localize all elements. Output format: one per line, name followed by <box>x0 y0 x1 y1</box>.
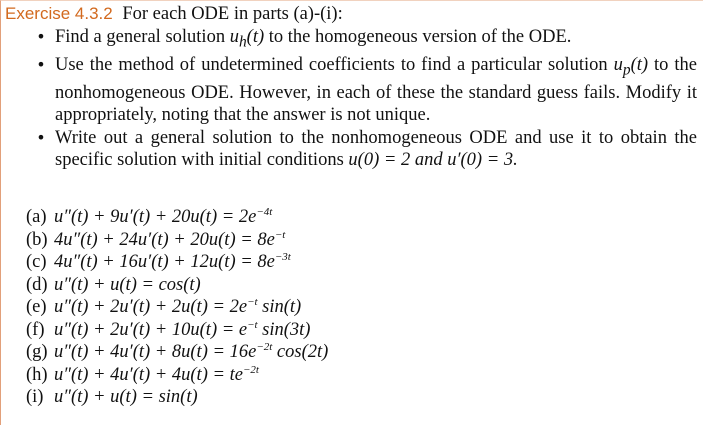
instruction-item <box>33 26 697 54</box>
ode-equation: u″(t) + 9u′(t) + 20u(t) = 2e <box>54 207 257 227</box>
instruction-text: Find a general solution <box>55 27 230 47</box>
instruction-item <box>33 54 697 127</box>
exercise-label: Exercise 4.3.2 <box>5 4 113 23</box>
ode-equation: u″(t) + 4u′(t) + 4u(t) = te <box>54 364 243 385</box>
bullet-icon: • <box>36 127 46 147</box>
ode-exponent: −t <box>247 295 258 308</box>
ode-equation: 4u″(t) + 16u′(t) + 12u(t) = 8e <box>54 252 275 272</box>
ode-part-i <box>26 386 328 409</box>
ode-equation: u″(t) + u(t) = cos(t) <box>54 274 201 295</box>
ode-tail: sin(3t) <box>257 319 311 340</box>
ode-part-c <box>26 251 328 274</box>
ode-equation: u″(t) + 2u′(t) + 2u(t) = 2e <box>54 297 248 317</box>
instruction-text-end: to the homogeneous version of the ODE. <box>264 27 572 47</box>
bullet-icon: • <box>36 54 46 74</box>
ode-part-e <box>26 296 328 319</box>
ode-equation: u″(t) + 2u′(t) + 10u(t) = e <box>54 319 248 340</box>
ode-exponent: −2t <box>242 363 259 376</box>
part-label: (c) <box>26 252 47 272</box>
ode-exponent: −4t <box>256 205 273 218</box>
bullet-icon: • <box>36 27 46 46</box>
math-argument: (t) <box>630 54 649 75</box>
part-label: (g) <box>26 342 48 362</box>
math-initial-conditions: u(0) = 2 and u′(0) = 3. <box>348 149 518 170</box>
ode-equation: 4u″(t) + 24u′(t) + 20u(t) = 8e <box>54 229 275 250</box>
exercise-intro: For each ODE in parts (a)-(i): <box>122 4 343 24</box>
ode-part-h <box>26 364 328 387</box>
part-label: (d) <box>26 274 48 295</box>
ode-equation: u″(t) + 4u′(t) + 8u(t) = 16e <box>54 342 257 362</box>
math-argument: (t) <box>246 27 265 47</box>
ode-exponent: −t <box>274 228 286 241</box>
exercise-header <box>5 3 343 25</box>
ode-part-d <box>26 274 328 297</box>
ode-part-b <box>26 229 328 252</box>
math-symbol: u <box>613 54 623 75</box>
ode-parts-list <box>26 206 328 409</box>
ode-equation: u″(t) + u(t) = sin(t) <box>54 387 198 407</box>
part-label: (f) <box>26 319 45 340</box>
math-subscript: p <box>622 61 631 79</box>
ode-exponent: −3t <box>274 250 291 263</box>
instruction-text-end: to the nonhomogeneous ODE. However, in each of these the standard guess fails. Modify it appropriately, noting that the answer is not unique. <box>55 54 697 126</box>
math-symbol: u <box>229 27 239 47</box>
ode-part-a <box>26 206 328 229</box>
ode-tail: sin(t) <box>257 297 302 317</box>
ode-tail: cos(2t) <box>272 342 329 362</box>
math-subscript: h <box>238 33 247 51</box>
part-label: (a) <box>26 207 47 227</box>
instruction-item <box>33 127 697 172</box>
part-label: (b) <box>26 229 48 250</box>
ode-part-f <box>26 319 328 342</box>
instruction-text: Use the method of undetermined coefficients to find a particular solution <box>55 54 614 75</box>
part-label: (i) <box>26 387 44 407</box>
part-label: (h) <box>26 364 48 385</box>
ode-exponent: −t <box>247 318 258 331</box>
instruction-text: Write out a general solution to the nonhomogeneous ODE and use it to obtain the specific solution with initial conditions <box>55 127 697 170</box>
part-label: (e) <box>26 297 47 317</box>
instruction-list <box>33 26 697 171</box>
ode-part-g <box>26 341 328 364</box>
ode-exponent: −2t <box>256 340 273 353</box>
